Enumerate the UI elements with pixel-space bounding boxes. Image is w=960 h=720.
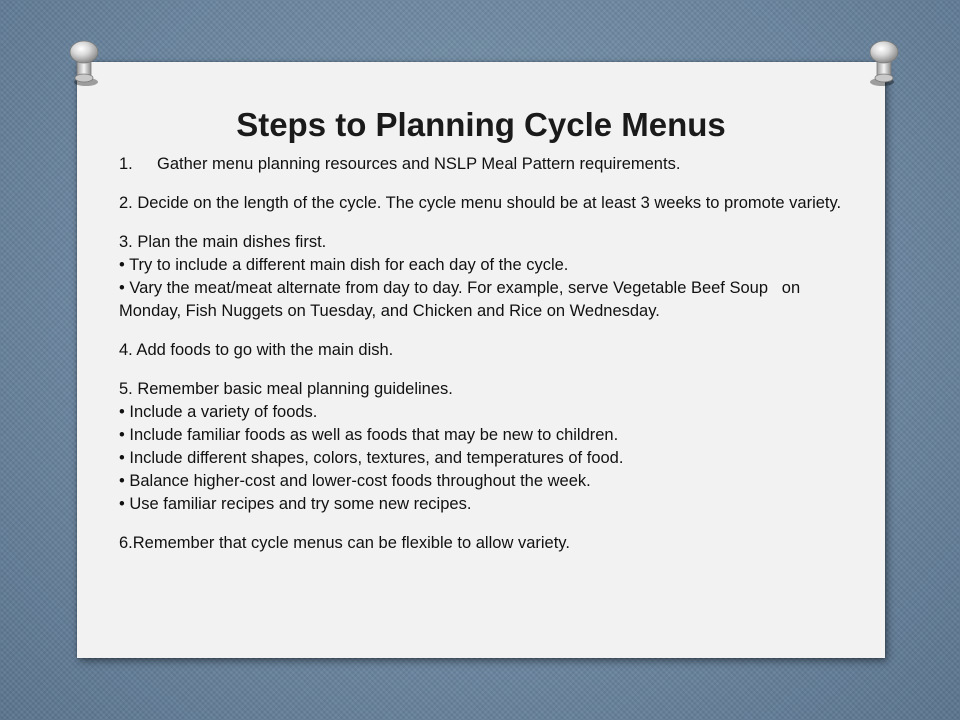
pushpin-icon: [862, 38, 906, 88]
step-1-number: 1.: [119, 155, 133, 173]
step-5-heading: 5. Remember basic meal planning guidelines.: [119, 380, 453, 398]
step-1: [119, 153, 849, 176]
step-2-text: 2. Decide on the length of the cycle. The cycle menu should be at least 3 weeks to promote variety.: [119, 194, 842, 212]
step-3-bullet: • Try to include a different main dish for each day of the cycle.: [119, 256, 569, 274]
slide-body: [119, 153, 849, 555]
step-5-bullet: • Include a variety of foods.: [119, 403, 318, 421]
step-4-text: 4. Add foods to go with the main dish.: [119, 341, 394, 359]
slide-title: Steps to Planning Cycle Menus: [236, 106, 726, 143]
step-3-heading: 3. Plan the main dishes first.: [119, 233, 327, 251]
step-3-bullet: • Vary the meat/meat alternate from day to day. For example, serve Vegetable Beef Soup on Monday, Fish Nuggets on Tuesday, and Chicken and Rice on Wednesday.: [119, 279, 805, 320]
step-5-bullet: • Balance higher-cost and lower-cost foods throughout the week.: [119, 472, 591, 490]
step-5-bullet: • Include different shapes, colors, textures, and temperatures of food.: [119, 449, 624, 467]
pushpin-icon: [62, 38, 106, 88]
step-1-text: Gather menu planning resources and NSLP Meal Pattern requirements.: [157, 155, 681, 173]
step-6-text: 6.Remember that cycle menus can be flexible to allow variety.: [119, 534, 570, 552]
step-5-bullet: • Use familiar recipes and try some new recipes.: [119, 495, 472, 513]
step-5-bullet: • Include familiar foods as well as foods that may be new to children.: [119, 426, 619, 444]
